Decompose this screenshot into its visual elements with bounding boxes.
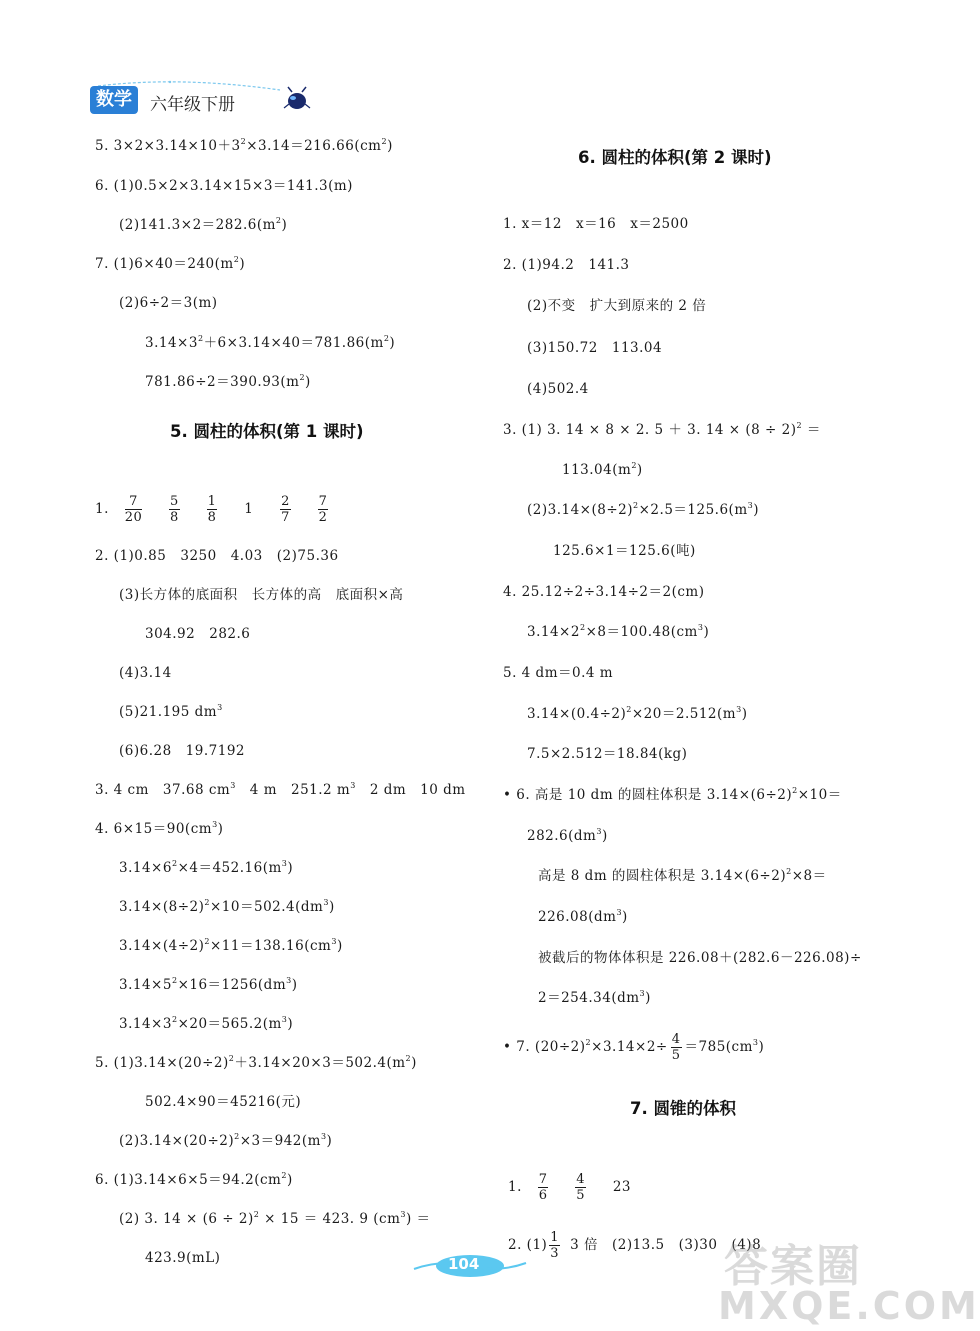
answer-line: (4)3.14 <box>119 665 172 681</box>
answer-line: 高是 8 dm 的圆柱体积是 $3.14\times(6\div 2)^2\times 8=$ <box>538 867 827 884</box>
answer-line: 2. (1)94.2 141.3 <box>503 257 630 273</box>
page-number: 104 <box>448 1255 480 1273</box>
watermark-text: 答案圈 <box>724 1241 862 1292</box>
answer-line: (3)150.72 113.04 <box>527 340 663 356</box>
beetle-icon <box>282 84 312 114</box>
answer-line: 7.5×2.512＝18.84(kg) <box>527 746 688 762</box>
fraction: $\frac{1}{8}$ <box>207 494 217 525</box>
answer-line: $781.86\div 2=390.93(m^2)$ <box>145 373 311 390</box>
answer-line: 4. $6\times 15=90(cm^3)$ <box>95 820 224 837</box>
answer-line: $3.14\times 2^2\times 8=100.48(cm^3)$ <box>527 623 710 640</box>
answer-line: (4)502.4 <box>527 381 589 397</box>
answer-line-fractions: 1. $\frac{7}{20}$ $\frac{5}{8}$ $\frac{1}{8}$ 1 $\frac{2}{7}$ $\frac{7}{2}$ <box>95 494 328 525</box>
answer-line: (2)不变 扩大到原来的 2 倍 <box>527 298 707 314</box>
answer-line: 5. 4 dm＝0.4 m <box>503 665 614 681</box>
answer-line: 2. (1)0.85 3250 4.03 (2)75.36 <box>95 548 339 564</box>
fraction: $\frac{5}{8}$ <box>170 494 179 525</box>
answer-line: 423.9(mL) <box>145 1250 221 1266</box>
answer-line-fraction: 2. (1) $\frac{1}{3}$ 3 倍 (2)13.5 (3)30 (4)8 <box>508 1230 762 1261</box>
answer-line: $3.14\times(0.4\div 2)^2\times 20=2.512(m^3)$ <box>527 705 748 722</box>
answer-line: (2) 3. $14 \times (6 \div 2)^2 \times 15 = 423$. 9 $(cm^3)$ ＝ <box>119 1210 431 1227</box>
answer-line: 6. (1)0.5×2×3.14×15×3＝141.3(m) <box>95 178 353 194</box>
answer-line-fraction: • 7. $(20\div 2)^2\times 3.14\times 2\div$ $\frac{4}{5}$ $=785(cm^3)$ <box>503 1032 765 1063</box>
answer-line: $3.14\times(4\div 2)^2\times 11=138.16(cm^3)$ <box>119 937 343 954</box>
answer-line-fractions: 1. $\frac{7}{6}$ $\frac{4}{5}$ 23 <box>508 1172 632 1203</box>
fraction: $\frac{7}{2}$ <box>318 494 328 525</box>
grade-label: 六年级下册 <box>150 95 235 115</box>
section-title: 5. 圆柱的体积(第 1 课时) <box>170 422 364 441</box>
watermark <box>716 1230 980 1330</box>
answer-line: $3.14\times 3^2+6\times 3.14\times 40=781.86(m^2)$ <box>145 334 396 351</box>
answer-line: 3. (1) 3. 14 × 8 × 2. 5 ＋ 3. $14 \times (8 \div 2)^2$ ＝ <box>503 421 821 438</box>
answer-line: • 6. 高是 10 dm 的圆柱体积是 $3.14\times(6\div 2)^2\times 10=$ <box>503 786 842 803</box>
fraction: $\frac{2}{7}$ <box>281 494 290 525</box>
answer-line: $282.6(dm^3)$ <box>527 827 608 844</box>
answer-line: 304.92 282.6 <box>145 626 251 642</box>
answer-line: 1. x＝12 x＝16 x＝2500 <box>503 216 689 232</box>
answer-line: 125.6×1＝125.6(吨) <box>553 543 696 559</box>
answer-line: 4. 25.12÷2÷3.14÷2＝2(cm) <box>503 584 705 600</box>
watermark-url: MXQE.COM <box>718 1284 980 1328</box>
answer-line: 502.4×90＝45216(元) <box>145 1094 302 1110</box>
answer-line: (3)长方体的底面积 长方体的高 底面积×高 <box>119 587 404 603</box>
answer-line: $3.14\times(8\div 2)^2\times 10=502.4(dm^3)$ <box>119 898 335 915</box>
fraction: $\frac{4}{5}$ <box>576 1172 586 1203</box>
section-title: 7. 圆锥的体积 <box>630 1099 736 1118</box>
answer-line: $2=254.34(dm^3)$ <box>538 989 651 1006</box>
fraction: $\frac{7}{6}$ <box>538 1172 548 1203</box>
section-title: 6. 圆柱的体积(第 2 课时) <box>578 148 772 167</box>
fraction: $\frac{4}{5}$ <box>671 1032 681 1063</box>
fraction: $\frac{7}{20}$ <box>124 494 143 525</box>
answer-line: $3.14\times 3^2\times 20=565.2(m^3)$ <box>119 1015 294 1032</box>
fraction: $\frac{1}{3}$ <box>550 1230 560 1261</box>
answer-line: 5. $3\times 2\times 3.14\times 10+3^2\times 3.14=216.66(cm^2)$ <box>95 137 393 154</box>
answer-line: $226.08(dm^3)$ <box>538 908 628 925</box>
page-number-badge <box>412 1251 528 1281</box>
answer-line: $(2)141.3\times 2=282.6(m^2)$ <box>119 216 288 233</box>
answer-line: (5)21.195 $dm^3$ <box>119 703 223 720</box>
answer-line: 7. $(1)6\times 40=240(m^2)$ <box>95 255 246 272</box>
answer-line: $113.04(m^2)$ <box>562 461 643 478</box>
subject-badge: 数学 <box>90 86 138 114</box>
answer-line: $3.14\times 6^2\times 4=452.16(m^3)$ <box>119 859 294 876</box>
answer-line: 被截后的物体体积是 226.08＋(282.6－226.08)÷ <box>538 950 862 966</box>
answer-line: (6)6.28 19.7192 <box>119 743 246 759</box>
answer-line: (2)6÷2＝3(m) <box>119 295 218 311</box>
answer-line: $(2)3.14\times(20\div 2)^2\times 3=942(m^3)$ <box>119 1132 333 1149</box>
answer-line: $3.14\times 5^2\times 16=1256(dm^3)$ <box>119 976 298 993</box>
book-header <box>90 78 330 122</box>
answer-line: 3. 4 cm 37.68 $cm^3$ 4 m 251.2 $m^3$ 2 dm 10 dm <box>95 781 466 798</box>
answer-line: 5. $(1)3.14\times(20\div 2)^2+3.14\times 20\times 3=502.4(m^2)$ <box>95 1054 417 1071</box>
answer-line: 6. $(1)3.14\times 6\times 5=94.2(cm^2)$ <box>95 1171 293 1188</box>
answer-line: $(2)3.14\times(8\div 2)^2\times 2.5=125.6(m^3)$ <box>527 501 759 518</box>
